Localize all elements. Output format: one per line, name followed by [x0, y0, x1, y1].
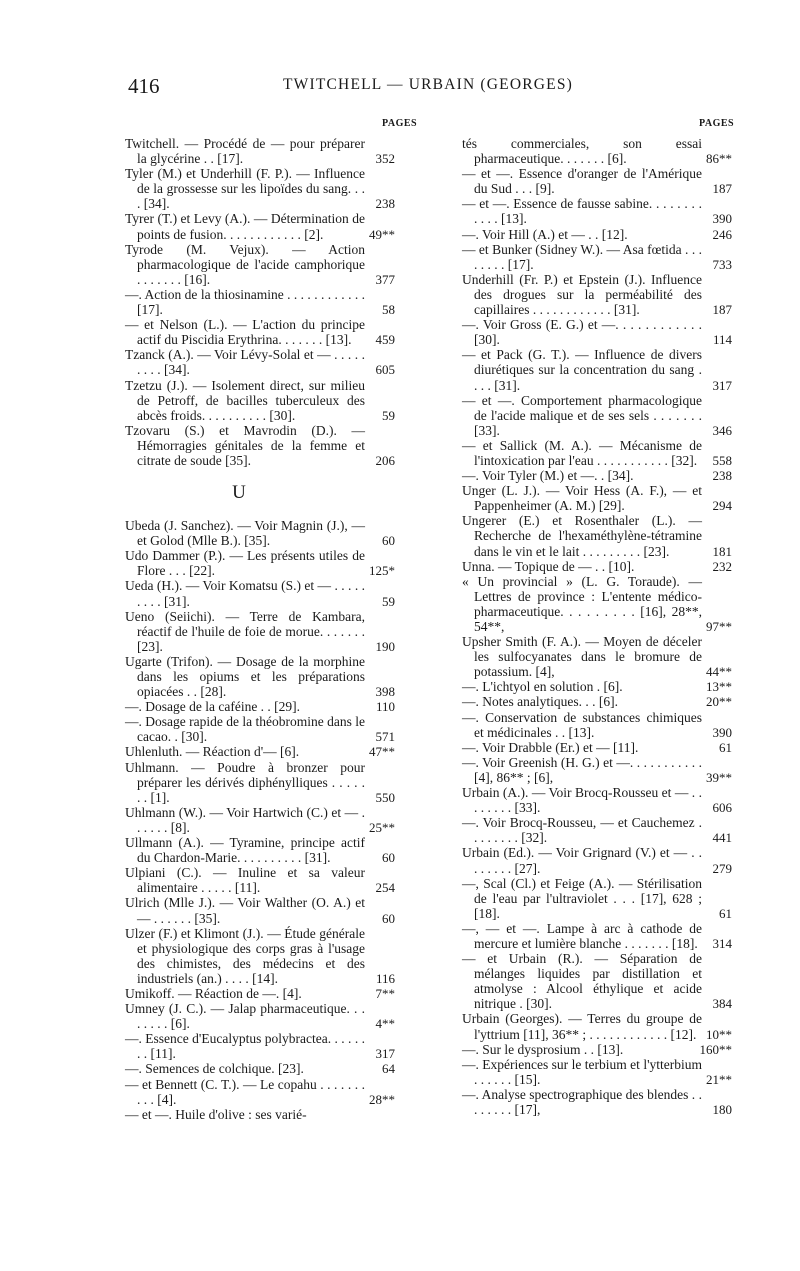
entry-page: 441 [712, 830, 732, 846]
index-entry [462, 242, 752, 272]
index-entry [462, 845, 752, 875]
index-entry [125, 317, 415, 347]
entry-page: 59 [382, 407, 395, 423]
index-entry [125, 699, 415, 714]
left-entries [125, 136, 415, 1122]
entry-text: — et Bunker (Sidney W.). — Asa fœtida . . . . . . . . [17]. [462, 241, 702, 272]
index-entry [462, 710, 752, 740]
entry-text: Urbain (Georges). — Terres du groupe de l'yttrium [11], 36** ; . . . . . . . . . . . . [12]. [462, 1011, 702, 1042]
entry-page: 390 [712, 211, 732, 227]
entry-text: « Un provincial » (L. G. Toraude). — Lettres de province : L'entente médico-pharmaceutique. . . . . . . . . [16], 28**, 54**, [462, 573, 702, 634]
index-entry [125, 986, 415, 1001]
index-entry [462, 347, 752, 392]
index-entry [125, 378, 415, 423]
entry-text: — et —. Huile d'olive : ses varié- [125, 1106, 307, 1122]
entry-text: —. Semences de colchique. [23]. [125, 1061, 304, 1077]
entry-text: —. Expériences sur le terbium et l'ytterbium . . . . . . [15]. [462, 1056, 702, 1087]
index-entry [125, 1107, 415, 1122]
entry-page: 733 [712, 256, 732, 272]
entry-page: 571 [375, 729, 395, 745]
index-entry [125, 136, 415, 166]
entry-text: —. Essence d'Eucalyptus polybractea. . . . . . . . [11]. [125, 1031, 365, 1062]
right-entries [462, 136, 752, 1117]
entry-text: Ulpiani (C.). — Inuline et sa valeur alimentaire . . . . . [11]. [125, 865, 365, 896]
entry-text: Ugarte (Trifon). — Dosage de la morphine dans les opiums et les préparations opiacées . . [28]. [125, 653, 365, 700]
entry-page: 58 [382, 302, 395, 318]
entry-text: — et —. Essence d'oranger de l'Amérique du Sud . . . [9]. [462, 166, 702, 197]
entry-text: — et Nelson (L.). — L'action du principe actif du Piscidia Erythrina. . . . . . . [13]. [125, 317, 365, 348]
entry-page: 190 [375, 638, 395, 654]
entry-page: 232 [712, 558, 732, 574]
entry-page: 49** [369, 226, 395, 242]
entry-page: 390 [712, 724, 732, 740]
running-title: TWITCHELL — URBAIN (GEORGES) [282, 76, 574, 93]
index-entry [125, 242, 415, 287]
entry-text: Ueno (Seiichi). — Terre de Kambara, réactif de l'huile de foie de morue. . . . . . . [23]. [125, 608, 365, 654]
page-number: 416 [128, 74, 160, 98]
entry-text: Umikoff. — Réaction de —. [4]. [125, 985, 302, 1001]
entry-page: 110 [375, 699, 395, 715]
entry-page: 254 [375, 880, 395, 896]
index-entry [462, 272, 752, 317]
entry-page: 558 [712, 452, 732, 468]
entry-text: Udo Dammer (P.). — Les présents utiles de Flore . . . [22]. [125, 548, 365, 579]
index-entry [125, 714, 415, 744]
entry-page: 60 [382, 910, 395, 926]
entry-text: Upsher Smith (F. A.). — Moyen de déceler les sulfocyanates dans le bromure de potassium. [4], [462, 634, 702, 680]
entry-text: Uhlmann (W.). — Voir Hartwich (C.) et — . . . . . . [8]. [125, 804, 365, 835]
section-letter: U [232, 482, 246, 504]
entry-text: —. Voir Brocq-Rousseu, — et Cauchemez . . . . . . . . [32]. [462, 815, 702, 846]
entry-page: 279 [712, 860, 732, 876]
entry-text: Tzanck (A.). — Voir Lévy-Solal et — . . . . . . . . . [34]. [125, 347, 365, 378]
index-entry [125, 835, 415, 865]
entry-page: 64 [382, 1061, 395, 1077]
index-entry [462, 679, 752, 694]
entry-text: — et —. Comportement pharmacologique de l'acide malique et de ses sels . . . . . . . [33]. [462, 392, 702, 438]
index-entry [125, 518, 415, 548]
entry-page: 180 [712, 1102, 732, 1117]
entry-text: —, — et —. Lampe à arc à cathode de mercure et lumière blanche . . . . . . . [18]. [462, 920, 702, 951]
entry-page: 459 [375, 332, 395, 348]
index-entry [125, 211, 415, 241]
pages-column-header: PAGES [382, 118, 418, 129]
index-entry [125, 166, 415, 211]
entry-text: Ungerer (E.) et Rosenthaler (L.). — Recherche de l'hexaméthylène-tétramine dans le vin et le lait . . . . . . . . . [23]. [462, 513, 702, 559]
index-entry [462, 166, 752, 196]
entry-text: Ullmann (A.). — Tyramine, principe actif du Chardon-Marie. . . . . . . . . . [31]. [125, 835, 365, 866]
entry-text: —. Voir Drabble (Er.) et — [11]. [462, 739, 639, 755]
entry-text: —. Voir Gross (E. G.) et —. . . . . . . . . . . . [30]. [462, 317, 702, 348]
entry-page: 398 [375, 684, 395, 700]
index-entry [462, 468, 752, 483]
entry-page: 352 [375, 151, 395, 167]
entry-page: 59 [382, 593, 395, 609]
entry-text: — et Urbain (R.). — Séparation de mélanges liquides par distillation et atmolyse : Alcool éthylique et acide nitrique . [30]. [462, 951, 702, 1012]
entry-text: Ulzer (F.) et Klimont (J.). — Étude générale et physiologique des corps gras à l'usage des chimistes, des médecins et des industriels (an.) . . . . [14]. [125, 925, 365, 986]
entry-page: 20** [706, 694, 732, 710]
index-entry [125, 578, 415, 608]
index-entry [462, 740, 752, 755]
entry-page: 7** [375, 985, 395, 1001]
entry-text: —, Scal (Cl.) et Feige (A.). — Stérilisation de l'eau par l'ultraviolet . . . [17], 628 ; [18]. [462, 875, 702, 921]
entry-text: —. Notes analytiques. . . [6]. [462, 694, 618, 710]
entry-page: 606 [712, 800, 732, 816]
entry-text: Unna. — Topique de — . . [10]. [462, 558, 635, 574]
entry-page: 238 [375, 196, 395, 212]
entry-page: 384 [712, 996, 732, 1012]
entry-text: —. Voir Hill (A.) et — . . [12]. [462, 226, 628, 242]
index-entry [462, 1011, 752, 1041]
entry-page: 187 [712, 302, 732, 318]
index-entry [462, 483, 752, 513]
entry-text: Tyler (M.) et Underhill (F. P.). — Influence de la grossesse sur les lipoïdes du sang. . . . [34]. [125, 166, 365, 212]
entry-page: 187 [712, 181, 732, 197]
entry-page: 294 [712, 498, 732, 514]
index-entry [125, 744, 415, 759]
entry-page: 61 [719, 905, 732, 921]
entry-text: Tyrode (M. Vejux). — Action pharmacologique de l'acide camphorique . . . . . . . [16]. [125, 241, 365, 287]
entry-page: 44** [706, 664, 732, 680]
index-entry [125, 1001, 415, 1031]
index-entry [125, 287, 415, 317]
entry-page: 125* [369, 563, 395, 579]
index-entry [125, 926, 415, 986]
index-entry [125, 347, 415, 377]
entry-page: 39** [706, 769, 732, 785]
entry-text: — et Sallick (M. A.). — Mécanisme de l'intoxication par l'eau . . . . . . . . . . . [32]. [462, 437, 702, 468]
entry-page: 160** [699, 1041, 732, 1057]
entry-text: Twitchell. — Procédé de — pour préparer la glycérine . . [17]. [125, 136, 365, 167]
entry-page: 206 [375, 452, 395, 468]
entry-text: Umney (J. C.). — Jalap pharmaceutique. . . . . . . . [6]. [125, 1001, 365, 1032]
entry-text: Ubeda (J. Sanchez). — Voir Magnin (J.), — et Golod (Mlle B.). [35]. [125, 518, 365, 549]
entry-page: 317 [712, 377, 732, 393]
entry-page: 60 [382, 533, 395, 549]
entry-page: 10** [706, 1026, 732, 1042]
entry-text: Uhlenluth. — Réaction d'— [6]. [125, 744, 300, 760]
entry-text: —. Dosage rapide de la théobromine dans le cacao. . [30]. [125, 714, 365, 745]
index-entry [462, 815, 752, 845]
entry-text: Ulrich (Mlle J.). — Voir Walther (O. A.) et — . . . . . . [35]. [125, 895, 365, 926]
entry-page: 4** [375, 1016, 395, 1032]
index-entry [462, 559, 752, 574]
entry-page: 97** [706, 619, 732, 634]
entry-text: —. Voir Greenish (H. G.) et —. . . . . . . . . . . [4], 86** ; [6], [462, 754, 702, 785]
entry-page: 61 [719, 739, 732, 755]
index-entry [125, 865, 415, 895]
index-entry [462, 951, 752, 1011]
entry-page: 605 [375, 362, 395, 378]
entry-text: Uhlmann. — Poudre à bronzer pour préparer les dérivés diphénylliques . . . . . . . [1]. [125, 759, 365, 805]
entry-page: 181 [712, 543, 732, 559]
index-entry [462, 196, 752, 226]
entry-text: Ueda (H.). — Voir Komatsu (S.) et — . . . . . . . . . [31]. [125, 578, 365, 609]
entry-page: 314 [712, 935, 732, 951]
index-entry [462, 317, 752, 347]
entry-text: Urbain (Ed.). — Voir Grignard (V.) et — . . . . . . . . [27]. [462, 845, 702, 876]
index-entry [125, 1031, 415, 1061]
entry-text: —. Sur le dysprosium . . [13]. [462, 1041, 624, 1057]
index-entry [462, 574, 752, 634]
entry-page: 21** [706, 1071, 732, 1087]
index-entry [125, 654, 415, 699]
index-entry [125, 423, 415, 468]
index-entry [462, 785, 752, 815]
index-entry [462, 393, 752, 438]
index-entry [462, 1042, 752, 1057]
entry-text: Tyrer (T.) et Levy (A.). — Détermination de points de fusion. . . . . . . . . . . . [2]. [125, 211, 365, 242]
entry-page: 238 [712, 468, 732, 484]
index-entry [462, 136, 752, 166]
entry-page: 60 [382, 850, 395, 866]
entry-page: 86** [706, 151, 732, 167]
index-entry [462, 1057, 752, 1087]
page-header [128, 74, 728, 102]
entry-text: Urbain (A.). — Voir Brocq-Rousseu et — . . . . . . . . [33]. [462, 785, 702, 816]
entry-text: —. Dosage de la caféine . . [29]. [125, 699, 301, 715]
entry-text: Tzetzu (J.). — Isolement direct, sur milieu de Petroff, de bacilles tuberculeux des abcès froids. . . . . . . . . . [30]. [125, 377, 365, 423]
index-entry [462, 634, 752, 679]
index-entry [462, 227, 752, 242]
entry-text: tés commerciales, son essai pharmaceutique. . . . . . . [6]. [462, 136, 702, 167]
entry-page: 25** [369, 819, 395, 835]
index-entry [462, 438, 752, 468]
entry-text: — et —. Essence de fausse sabine. . . . . . . . . . . . [13]. [462, 196, 702, 227]
index-entry [462, 876, 752, 921]
index-entry [125, 895, 415, 925]
pages-column-header: PAGES [699, 118, 735, 129]
entry-page: 47** [369, 744, 395, 760]
entry-text: —. Voir Tyler (M.) et —. . [34]. [462, 468, 634, 484]
entry-page: 28** [369, 1091, 395, 1107]
entry-text: Tzovaru (S.) et Mavrodin (D.). — Hémorragies génitales de la femme et citrate de soude [35]. [125, 422, 365, 468]
entry-page: 346 [712, 422, 732, 438]
entry-page: 550 [375, 789, 395, 805]
entry-text: —. Action de la thiosinamine . . . . . . . . . . . . [17]. [125, 286, 365, 318]
entry-text: Unger (L. J.). — Voir Hess (A. F.), — et Pappenheimer (A. M.) [29]. [462, 483, 702, 514]
entry-page: 13** [706, 679, 732, 695]
entry-text: Underhill (Fr. P.) et Epstein (J.). Influence des drogues sur la perméabilité des capillaires . . . . . . . . . . . . [31]. [462, 271, 702, 318]
entry-text: —. L'ichtyol en solution . [6]. [462, 679, 623, 695]
entry-page: 116 [375, 970, 395, 986]
index-entry [462, 921, 752, 951]
index-entry [125, 760, 415, 805]
entry-text: — et Pack (G. T.). — Influence de divers diurétiques sur la concentration du sang . . . . [31]. [462, 347, 702, 393]
index-entry [125, 805, 415, 835]
entry-page: 114 [712, 332, 732, 348]
entry-text: —. Conservation de substances chimiques et médicinales . . [13]. [462, 709, 702, 740]
index-entry [125, 1077, 415, 1107]
index-entry [125, 548, 415, 578]
entry-page: 317 [375, 1046, 395, 1062]
entry-page: 246 [712, 226, 732, 242]
entry-text: —. Analyse spectrographique des blendes . . . . . . . . [17], [462, 1086, 702, 1117]
index-entry [125, 1061, 415, 1076]
index-entry [462, 513, 752, 558]
index-entry [125, 609, 415, 654]
entry-text: — et Bennett (C. T.). — Le copahu . . . . . . . . . . [4]. [125, 1076, 365, 1107]
entry-page: 377 [375, 271, 395, 287]
index-entry [462, 755, 752, 785]
index-entry [462, 694, 752, 709]
index-entry [462, 1087, 752, 1117]
